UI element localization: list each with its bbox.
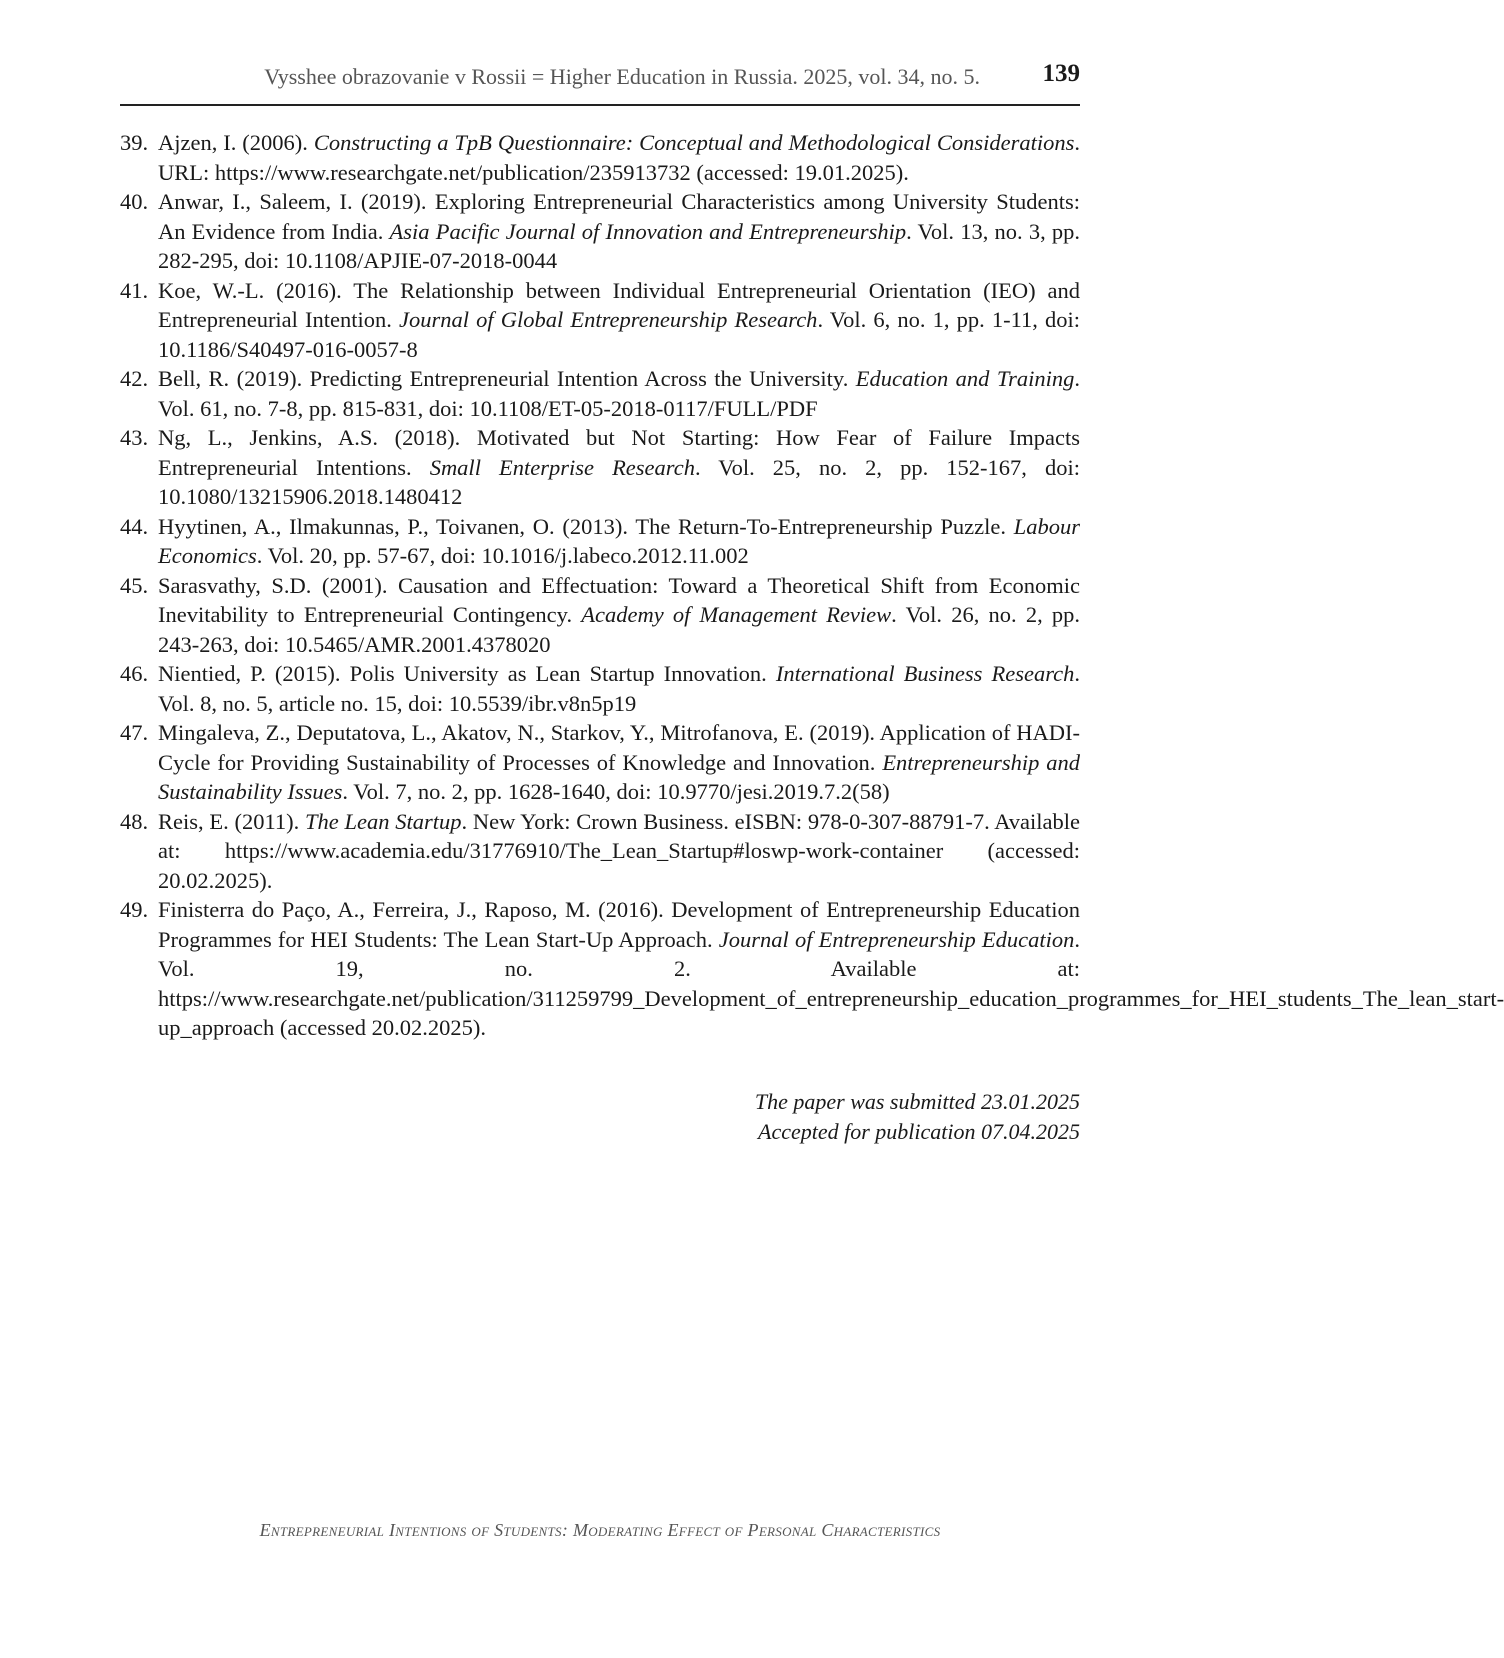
reference-journal: Constructing a TpB Questionnaire: Conceptual and Methodological Considerations (313, 130, 1075, 155)
reference-journal: Journal of Global Entrepreneurship Research (399, 307, 818, 332)
reference-authors-title: Ng, L., Jenkins, A.S. (2018). Motivated but Not Starting: How Fear of Failure Impacts Entrepreneurial Intentions. (158, 425, 1080, 480)
reference-item (120, 571, 1080, 660)
reference-item (120, 364, 1080, 423)
reference-item (120, 423, 1080, 512)
reference-details: . URL: https://www.researchgate.net/publication/235913732 (accessed: 19.01.2025). (158, 130, 1080, 185)
reference-details: . Vol. 20, pp. 57-67, doi: 10.1016/j.labeco.2012.11.002 (256, 543, 749, 568)
reference-number: 48. (120, 808, 149, 834)
reference-number: 40. (120, 189, 149, 214)
reference-journal: International Business Research (775, 661, 1075, 686)
reference-journal: Education and Training (855, 366, 1075, 391)
reference-item (120, 807, 1080, 896)
reference-number: 43. (120, 425, 149, 450)
reference-number: 49. (120, 897, 149, 922)
reference-journal: Labour Economics (158, 513, 1080, 568)
reference-details: . Vol. 7, no. 2, pp. 1628-1640, doi: 10.9770/jesi.2019.7.2(58) (342, 779, 890, 804)
reference-item (120, 187, 1080, 276)
reference-item (120, 718, 1080, 807)
reference-journal: Journal of Entrepreneurship Education (718, 926, 1075, 952)
reference-number: 46. (120, 661, 149, 686)
journal-running-head: Vysshee obrazovanie v Rossii = Higher Education in Russia. 2025, vol. 34, no. 5. (264, 64, 980, 89)
reference-item (120, 659, 1080, 718)
reference-authors-title: Bell, R. (2019). Predicting Entrepreneurial Intention Across the University. (158, 366, 856, 391)
reference-journal: The Lean Startup (305, 808, 462, 834)
reference-journal: Small Enterprise Research (429, 454, 695, 480)
accepted-date: Accepted for publication 07.04.2025 (758, 1119, 1080, 1144)
submitted-date: The paper was submitted 23.01.2025 (754, 1089, 1080, 1114)
reference-number: 47. (120, 720, 149, 745)
reference-list (120, 128, 1504, 1043)
reference-number: 41. (120, 277, 149, 303)
reference-journal: Asia Pacific Journal of Innovation and Entrepreneurship (389, 218, 907, 244)
reference-item (120, 128, 1080, 187)
reference-authors-title: Koe, W.-L. (2016). The Relationship between Individual Entrepreneurial Orientation (IEO) and Entrepreneurial Intention. (158, 277, 1080, 332)
reference-authors-title: Reis, E. (2011). (158, 808, 305, 834)
reference-details: . Vol. 8, no. 5, article no. 15, doi: 10.5539/ibr.v8n5p19 (158, 661, 1080, 716)
submission-dates (755, 1087, 1080, 1147)
reference-details: . New York: Crown Business. eISBN: 978-0-307-88791-7. Available at: https://www.academia.edu/31776910/The_Lean_Startup#loswp-work-container (accessed: 20.02.2025). (158, 808, 1080, 893)
reference-details: . Vol. 6, no. 1, pp. 1-11, doi: 10.1186/S40497-016-0057-8 (158, 307, 1080, 362)
reference-authors-title: Mingaleva, Z., Deputatova, L., Akatov, N., Starkov, Y., Mitrofanova, E. (2019). Application of HADI-Cycle for Providing Sustainability of Processes of Knowledge and Innovation. (158, 720, 1080, 775)
page-footer (0, 1520, 1200, 1541)
reference-authors-title: Sarasvathy, S.D. (2001). Causation and Effectuation: Toward a Theoretical Shift from Economic Inevitability to Entrepreneurial Contingency. (158, 572, 1080, 627)
reference-number: 39. (120, 130, 149, 155)
reference-journal: Academy of Management Review (581, 602, 892, 627)
article-running-title: Entrepreneurial Intentions of Students: Moderating Effect of Personal Characteristics (259, 1520, 941, 1540)
reference-item (120, 276, 1080, 365)
reference-details: . Vol. 19, no. 2. Available at: https://www.researchgate.net/publication/311259799_Development_of_entrepreneurship_education_programmes_for_HEI_students_The_lean_start-up_approach (accessed 20.02.2025). (158, 926, 1504, 1040)
reference-item (120, 512, 1080, 571)
reference-number: 45. (120, 572, 149, 598)
reference-details: . Vol. 25, no. 2, pp. 152-167, doi: 10.1080/13215906.2018.1480412 (158, 454, 1080, 509)
reference-item (120, 895, 1504, 1043)
reference-authors-title: Ajzen, I. (2006). (158, 130, 314, 155)
reference-authors-title: Anwar, I., Saleem, I. (2019). Exploring Entrepreneurial Characteristics among University Students: An Evidence from India. (158, 189, 1080, 244)
reference-details: . Vol. 26, no. 2, pp. 243-263, doi: 10.5465/AMR.2001.4378020 (158, 602, 1080, 657)
reference-number: 42. (120, 366, 149, 391)
page-header (120, 58, 1080, 106)
reference-authors-title: Finisterra do Paço, A., Ferreira, J., Raposo, M. (2016). Development of Entrepreneurship Education Programmes for HEI Students: The Lean Start-Up Approach. (158, 897, 1080, 952)
reference-journal: Entrepreneurship and Sustainability Issues (158, 749, 1081, 804)
reference-authors-title: Hyytinen, A., Ilmakunnas, P., Toivanen, O. (2013). The Return-To-Entrepreneurship Puzzle. (158, 513, 1014, 539)
reference-number: 44. (120, 513, 149, 539)
reference-details: . Vol. 13, no. 3, pp. 282-295, doi: 10.1108/APJIE-07-2018-0044 (158, 218, 1080, 273)
reference-details: . Vol. 61, no. 7-8, pp. 815-831, doi: 10.1108/ET-05-2018-0117/FULL/PDF (158, 366, 1081, 421)
page-number: 139 (1042, 60, 1080, 87)
reference-authors-title: Nientied, P. (2015). Polis University as Lean Startup Innovation. (158, 661, 776, 686)
